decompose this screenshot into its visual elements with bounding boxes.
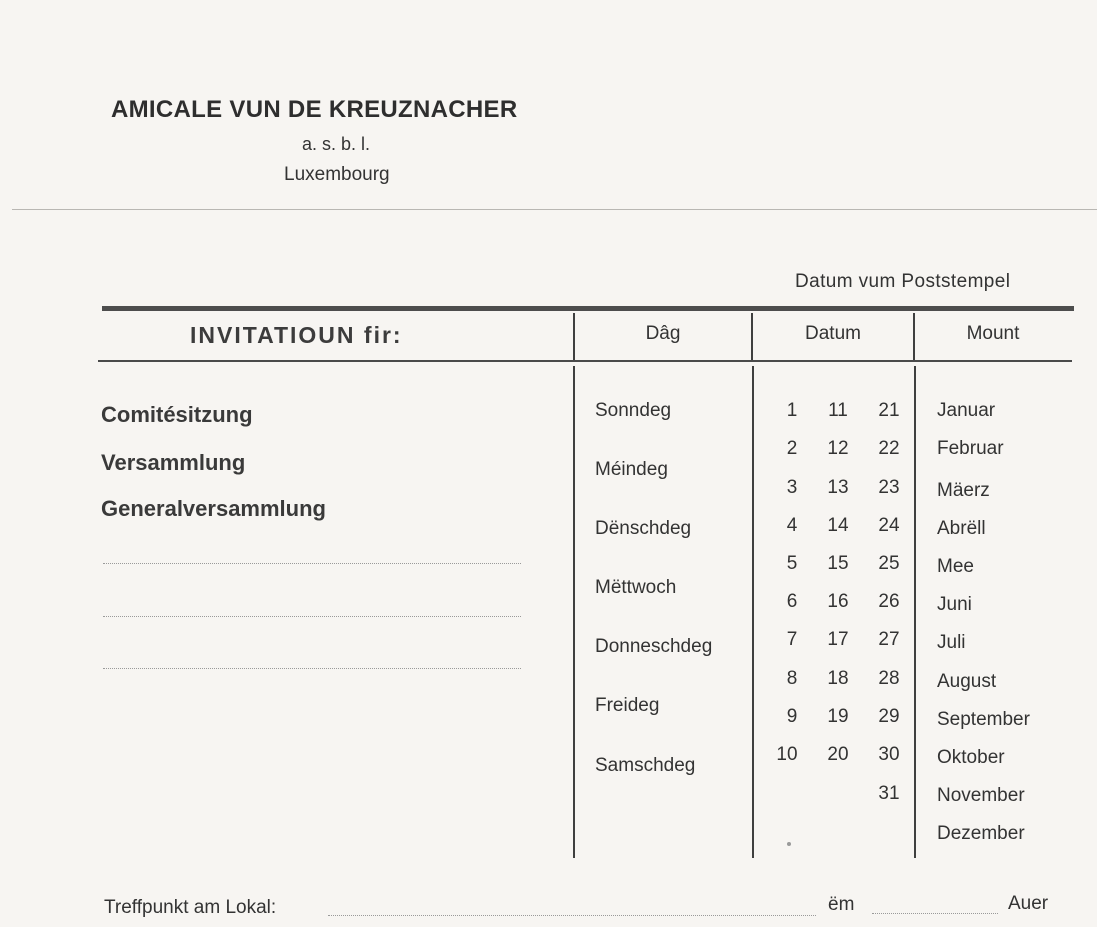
postmark-note: Datum vum Poststempel [795, 271, 1011, 292]
meeting-point-label: Treffpunkt am Lokal: [104, 897, 277, 918]
organization-name: AMICALE VUN DE KREUZNACHER [111, 96, 518, 123]
hour-label: Auer [1008, 893, 1049, 914]
month-october: Oktober [937, 747, 1005, 768]
date-4: 4 [786, 515, 798, 536]
day-saturday: Samschdeg [595, 755, 696, 776]
month-august: August [937, 671, 997, 692]
date-14: 14 [827, 515, 849, 536]
date-11: 11 [828, 400, 848, 421]
time-at-label: ëm [828, 894, 855, 915]
date-20: 20 [827, 744, 849, 765]
date-19: 19 [827, 706, 849, 727]
day-thursday: Donneschdeg [595, 636, 713, 657]
date-25: 25 [878, 553, 900, 574]
blank-line-2 [103, 616, 521, 617]
organization-city: Luxembourg [284, 164, 390, 185]
date-31: 31 [878, 783, 900, 804]
date-15: 15 [827, 553, 849, 574]
date-5: 5 [786, 553, 798, 574]
month-january: Januar [937, 400, 996, 421]
date-26: 26 [878, 591, 900, 612]
paper-speck [787, 842, 791, 846]
date-16: 16 [827, 591, 849, 612]
date-3: 3 [786, 477, 798, 498]
month-november: November [937, 785, 1025, 806]
meeting-type-committee: Comitésitzung [101, 402, 253, 427]
month-july: Juli [937, 632, 966, 653]
date-12: 12 [827, 438, 849, 459]
date-13: 13 [827, 477, 849, 498]
meeting-type-assembly: Versammlung [101, 450, 246, 475]
date-29: 29 [878, 706, 900, 727]
month-march: Mäerz [937, 480, 990, 501]
month-april: Abrëll [937, 518, 986, 539]
day-friday: Freideg [595, 695, 660, 716]
date-6: 6 [786, 591, 798, 612]
date-30: 30 [878, 744, 900, 765]
date-17: 17 [827, 629, 849, 650]
date-7: 7 [786, 629, 798, 650]
column-divider-1 [573, 366, 575, 858]
date-2: 2 [786, 438, 798, 459]
month-february: Februar [937, 438, 1004, 459]
date-8: 8 [786, 668, 798, 689]
day-wednesday: Mëttwoch [595, 577, 677, 598]
date-24: 24 [878, 515, 900, 536]
meeting-point-line [328, 915, 816, 916]
date-23: 23 [878, 477, 900, 498]
blank-line-1 [103, 563, 521, 564]
date-column-header: Datum [805, 323, 861, 344]
column-divider-3 [914, 366, 916, 858]
month-may: Mee [937, 556, 974, 577]
day-column-header: Dâg [645, 323, 681, 344]
legal-form: a. s. b. l. [302, 134, 371, 154]
fold-line [12, 209, 1097, 210]
month-june: Juni [937, 594, 972, 615]
column-divider-2 [752, 366, 754, 858]
day-monday: Méindeg [595, 459, 668, 480]
time-line [872, 913, 998, 914]
month-september: September [937, 709, 1030, 730]
date-28: 28 [878, 668, 900, 689]
invitation-heading: INVITATIOUN fir: [190, 322, 403, 348]
day-tuesday: Dënschdeg [595, 518, 692, 539]
month-december: Dezember [937, 823, 1025, 844]
date-9: 9 [786, 706, 798, 727]
date-10: 10 [776, 744, 798, 765]
table-header-rule [98, 360, 1072, 362]
month-column-header: Mount [966, 323, 1020, 344]
meeting-type-general-assembly: Generalversammlung [101, 496, 326, 521]
table-top-rule [102, 306, 1074, 311]
date-1: 1 [786, 400, 798, 421]
date-18: 18 [827, 668, 849, 689]
date-27: 27 [878, 629, 900, 650]
blank-line-3 [103, 668, 521, 669]
date-21: 21 [878, 400, 900, 421]
date-22: 22 [878, 438, 900, 459]
day-sunday: Sonndeg [595, 400, 672, 421]
